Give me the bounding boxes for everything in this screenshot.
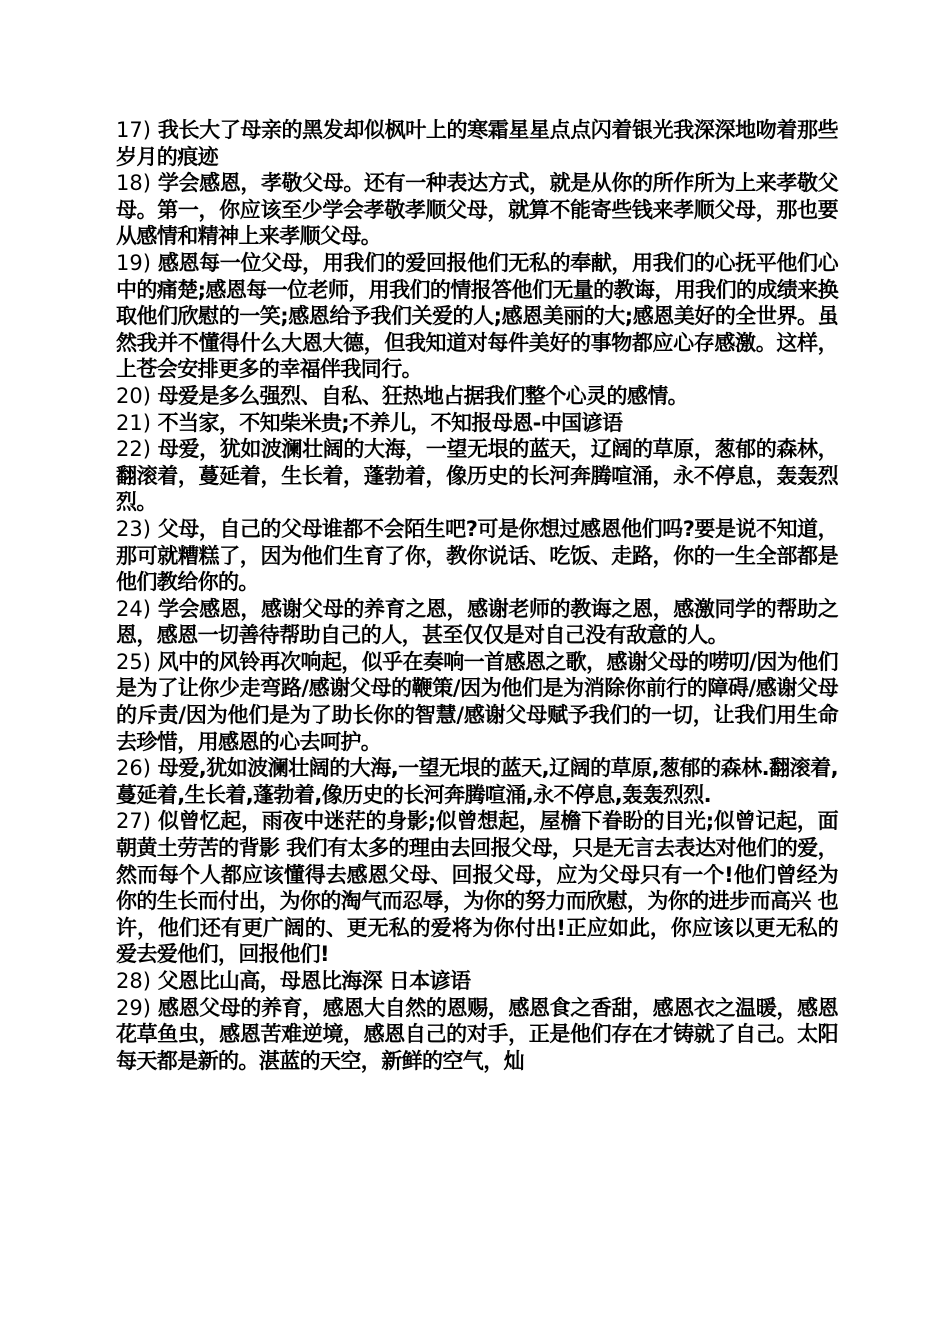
list-item-21 xyxy=(116,410,838,437)
item-text: 感恩父母的养育，感恩大自然的恩赐，感恩食之香甜，感恩衣之温暖，感恩花草鱼虫，感恩苦难逆境，感恩自己的对手，正是他们存在才铸就了自己。太阳每天都是新的。湛蓝的天空，新鲜的空气，灿 xyxy=(116,995,838,1073)
item-number: 23) xyxy=(116,516,151,541)
item-number: 22) xyxy=(116,437,151,462)
list-item-19 xyxy=(116,250,838,383)
list-item-28 xyxy=(116,968,838,995)
item-number: 21) xyxy=(116,410,151,435)
document-body xyxy=(116,117,838,1074)
item-text: 感恩每一位父母，用我们的爱回报他们无私的奉献，用我们的心抚平他们心中的痛楚;感恩每一位老师，用我们的情报答他们无量的教诲，用我们的成绩来换取他们欣慰的一笑;感恩给予我们关爱的人;感恩美丽的大;感恩美好的全世界。虽然我并不懂得什么大恩大德，但我知道对每件美好的事物都应心存感激。这样，上苍会安排更多的幸福伴我同行。 xyxy=(116,250,838,382)
list-item-24 xyxy=(116,596,838,649)
item-text: 学会感恩，孝敬父母。还有一种表达方式，就是从你的所作所为上来孝敬父母。第一，你应该至少学会孝敬孝顺父母，就算不能寄些钱来孝顺父母，那也要从感情和精神上来孝顺父母。 xyxy=(116,171,838,249)
list-item-22 xyxy=(116,436,838,516)
list-item-20 xyxy=(116,383,838,410)
item-text: 我长大了母亲的黑发却似枫叶上的寒霜星星点点闪着银光我深深地吻着那些岁月的痕迹 xyxy=(116,118,838,169)
item-text: 母爱,犹如波澜壮阔的大海,一望无垠的蓝天,辽阔的草原,葱郁的森林.翻滚着,蔓延着,生长着,蓬勃着,像历史的长河奔腾喧涌,永不停息,轰轰烈烈. xyxy=(116,756,838,807)
item-text: 不当家，不知柴米贵;不养儿，不知报母恩-中国谚语 xyxy=(157,410,623,435)
item-number: 18) xyxy=(116,171,151,196)
item-number: 19) xyxy=(116,250,151,275)
item-number: 29) xyxy=(116,995,151,1020)
list-item-27 xyxy=(116,808,838,968)
item-number: 17) xyxy=(116,118,151,142)
item-number: 28) xyxy=(116,969,151,993)
item-text: 父母，自己的父母谁都不会陌生吧?可是你想过感恩他们吗?要是说不知道，那可就糟糕了，因为他们生育了你，教你说话、吃饭、走路，你的一生全部都是他们教给你的。 xyxy=(116,516,838,595)
item-text: 母爱，犹如波澜壮阔的大海，一望无垠的蓝天，辽阔的草原，葱郁的森林，翻滚着，蔓延着，生长着，蓬勃着，像历史的长河奔腾喧涌，永不停息，轰轰烈烈。 xyxy=(116,437,838,515)
item-number: 20) xyxy=(116,383,151,408)
item-number: 25) xyxy=(116,649,151,674)
item-text: 似曾忆起，雨夜中迷茫的身影;似曾想起，屋檐下眷盼的目光;似曾记起，面朝黄土劳苦的背影 我们有太多的理由去回报父母，只是无言去表达对他们的爱，然而每个人都应该懂得去感恩父母、回报父母，应为父母只有一个!他们曾经为你的生长而付出，为你的淘气而忍辱，为你的努力而欣慰，为你的进步而高兴 也许，他们还有更广阔的、更无私的爱将为你付出!正应如此，你应该以更无私的爱去爱他们，回报他们! xyxy=(116,809,838,967)
list-item-23 xyxy=(116,516,838,596)
item-number: 24) xyxy=(116,596,151,621)
list-item-17 xyxy=(116,117,838,170)
item-text: 风中的风铃再次响起，似乎在奏响一首感恩之歌，感谢父母的唠叨/因为他们是为了让你少走弯路/感谢父母的鞭策/因为他们是为消除你前行的障碍/感谢父母的斥责/因为他们是为了助长你的智慧/感谢父母赋予我们的一切，让我们用生命去珍惜，用感恩的心去呵护。 xyxy=(116,649,838,754)
item-text: 母爱是多么强烈、自私、狂热地占据我们整个心灵的感情。 xyxy=(157,383,689,408)
item-number: 27) xyxy=(116,809,151,834)
list-item-25 xyxy=(116,649,838,755)
list-item-18 xyxy=(116,170,838,250)
list-item-26 xyxy=(116,755,838,808)
list-item-29 xyxy=(116,995,838,1075)
item-text: 学会感恩，感谢父母的养育之恩，感谢老师的教诲之恩，感激同学的帮助之恩，感恩一切善待帮助自己的人，甚至仅仅是对自己没有敌意的人。 xyxy=(116,596,838,648)
item-text: 父恩比山高，母恩比海深 日本谚语 xyxy=(157,969,471,993)
item-number: 26) xyxy=(116,756,151,781)
